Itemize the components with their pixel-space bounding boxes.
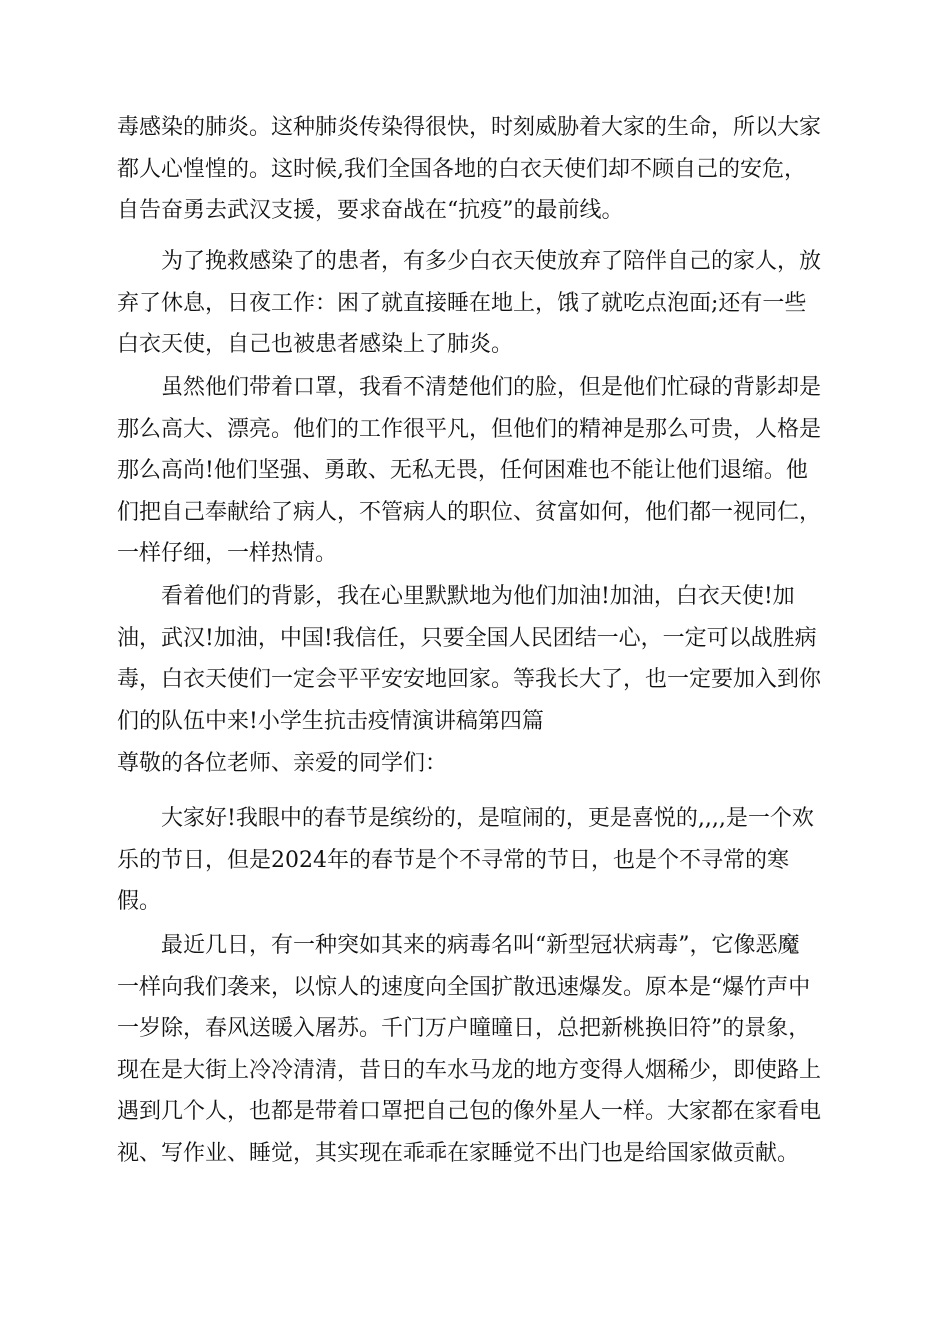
text-line: 尊敬的各位老师、亲爱的同学们：	[117, 751, 448, 776]
text-line: 虽然他们带着口罩，我看不清楚他们的脸，但是他们忙碌的背影却是	[161, 375, 822, 400]
text-line: 那么高大、漂亮。他们的工作很平凡，但他们的精神是那么可贵，人格是	[117, 416, 822, 442]
text-line: 油，武汉!加油，中国!我信任，只要全国人民团结一心，一定可以战胜病	[117, 625, 817, 651]
text-line: 弃了休息，日夜工作：困了就直接睡在地上，饿了就吃点泡面;还有一些	[117, 290, 807, 316]
text-line: 自告奋勇去武汉支援，要求奋战在“抗疫”的最前线。	[117, 198, 624, 223]
salutation	[117, 743, 837, 785]
paragraph-1	[117, 107, 837, 232]
text-line: 一样向我们袭来，以惊人的速度向全国扩散迅速爆发。原本是“爆竹声中	[117, 974, 811, 1000]
paragraph-3	[117, 367, 837, 575]
text-line: 一岁除，春风送暖入屠苏。千门万户曈曈日，总把新桃换旧符”的景象，	[117, 1016, 811, 1041]
text-line: 都人心惶惶的。这时候,我们全国各地的白衣天使们却不顾自己的安危，	[117, 156, 806, 182]
text-line: 为了挽救感染了的患者，有多少白衣天使放弃了陪伴自己的家人，放	[161, 249, 822, 274]
text-line: 们的队伍中来!小学生抗击疫情演讲稿第四篇	[117, 708, 544, 734]
text-line: 遇到几个人，也都是带着口罩把自己包的像外星人一样。大家都在家看电	[117, 1099, 822, 1124]
text-line: 现在是大街上冷冷清清，昔日的车水马龙的地方变得人烟稀少，即使路上	[117, 1057, 822, 1083]
text-line: 最近几日，有一种突如其来的病毒名叫“新型冠状病毒”，它像恶魔	[161, 933, 800, 958]
text-line: 大家好!我眼中的春节是缤纷的，是喧闹的，更是喜悦的,,,,是一个欢	[161, 806, 814, 831]
paragraph-2	[117, 241, 837, 366]
text-line: 乐的节日，但是2024年的春节是个不寻常的节日，也是个不寻常的寒	[117, 847, 789, 873]
text-line: 假。	[117, 889, 162, 914]
text-line: 白衣天使，自己也被患者感染上了肺炎。	[117, 332, 514, 357]
paragraph-6	[117, 925, 837, 1174]
text-line: 一样仔细，一样热情。	[117, 541, 338, 566]
text-line: 毒感染的肺炎。这种肺炎传染得很快，时刻威胁着大家的生命，所以大家	[117, 115, 822, 140]
paragraph-5	[117, 798, 837, 923]
text-line: 那么高尚!他们坚强、勇敢、无私无畏，任何困难也不能让他们退缩。他	[117, 458, 808, 483]
text-line: 毒，白衣天使们一定会平平安安地回家。等我长大了，也一定要加入到你	[117, 667, 822, 692]
text-line: 视、写作业、睡觉，其实现在乖乖在家睡觉不出门也是给国家做贡献。	[117, 1140, 800, 1166]
text-line: 们把自己奉献给了病人，不管病人的职位、贫富如何，他们都一视同仁，	[117, 499, 822, 525]
text-line: 看着他们的背影，我在心里默默地为他们加油!加油，白衣天使!加	[161, 584, 795, 609]
paragraph-4	[117, 576, 837, 742]
